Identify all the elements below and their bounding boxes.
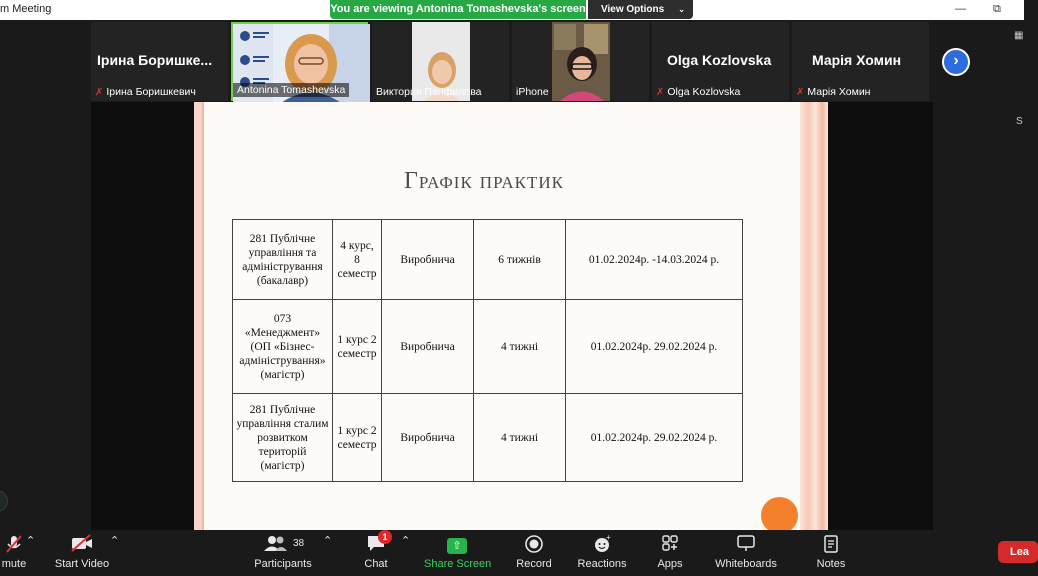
table-row — [233, 394, 743, 482]
view-options-button[interactable] — [588, 0, 693, 19]
type-cell: Виробнича — [382, 300, 474, 394]
practice-schedule-table — [232, 219, 743, 482]
participant-tile[interactable] — [372, 22, 509, 101]
video-off-icon — [52, 534, 112, 556]
participant-label: Марія Хомин — [807, 86, 871, 98]
chat-unread-badge: 1 — [378, 530, 392, 544]
participant-name: Olga Kozlovska — [667, 52, 772, 68]
video-options-caret[interactable]: ⌃ — [110, 535, 120, 547]
apps-button[interactable] — [652, 534, 688, 570]
table-row — [233, 220, 743, 300]
meeting-toolbar — [0, 530, 1024, 576]
participant-tile[interactable] — [652, 22, 789, 101]
share-screen-icon: ⇧ — [447, 538, 467, 554]
mic-muted-icon: ✗ — [796, 87, 805, 98]
share-screen-button[interactable] — [424, 534, 490, 570]
program-cell: 073 «Менеджмент» (ОП «Бізнес-адміністрування» (магістр) — [233, 300, 333, 394]
reactions-label: Reactions — [577, 558, 627, 570]
participants-count: 38 — [293, 538, 305, 549]
apps-icon — [652, 534, 688, 556]
start-video-button[interactable] — [52, 534, 112, 570]
mute-label: mute — [1, 558, 27, 570]
chat-options-caret[interactable]: ⌃ — [401, 535, 411, 547]
mic-muted-icon: ✗ — [95, 87, 104, 98]
svg-text:+: + — [606, 533, 611, 542]
program-cell: 281 Публічне управління та адміністрування (бакалавр) — [233, 220, 333, 300]
notes-icon — [813, 534, 849, 556]
next-page-button[interactable] — [942, 48, 970, 76]
participants-label: Participants — [254, 558, 312, 570]
app-title: m Meeting — [0, 3, 52, 15]
whiteboards-label: Whiteboards — [715, 558, 777, 570]
dates-cell: 01.02.2024р. 29.02.2024 р. — [566, 394, 743, 482]
apps-label: Apps — [657, 558, 683, 570]
course-cell: 1 курс 2 семестр — [333, 394, 382, 482]
type-cell: Виробнича — [382, 394, 474, 482]
whiteboard-icon — [713, 534, 779, 556]
chevron-right-icon: › — [953, 52, 959, 69]
participant-name: Марія Хомин — [812, 52, 902, 68]
dates-cell: 01.02.2024р. -14.03.2024 р. — [566, 220, 743, 300]
table-row — [233, 300, 743, 394]
dates-cell: 01.02.2024р. 29.02.2024 р. — [566, 300, 743, 394]
presentation-slide — [194, 102, 828, 530]
participant-label: Olga Kozlovska — [667, 86, 741, 98]
duration-cell: 4 тижні — [474, 394, 566, 482]
chat-label: Chat — [364, 558, 388, 570]
side-panel-label: S — [1016, 116, 1023, 127]
slide-right-border — [800, 102, 828, 530]
minimize-button[interactable]: — — [955, 3, 966, 15]
duration-cell: 4 тижні — [474, 300, 566, 394]
course-cell: 4 курс, 8 семестр — [333, 220, 382, 300]
participant-name: Ірина Боришке... — [97, 52, 213, 68]
slide-title: Графік практик — [404, 168, 564, 194]
participant-tile-active[interactable] — [231, 22, 368, 101]
duration-cell: 6 тижнів — [474, 220, 566, 300]
participants-options-caret[interactable]: ⌃ — [323, 535, 333, 547]
participant-label: Ірина Боришкевич — [106, 86, 196, 98]
title-bar — [0, 0, 1024, 20]
leave-button[interactable]: Lea — [998, 541, 1038, 563]
share-screen-icon-wrap — [424, 534, 490, 556]
grid-icon[interactable]: ▦ — [1014, 30, 1024, 41]
participants-button[interactable] — [252, 534, 314, 570]
chevron-down-icon: ⌄ — [678, 5, 685, 14]
notes-label: Notes — [816, 558, 846, 570]
participant-label: Виктория Панфилова — [376, 86, 482, 98]
course-cell: 1 курс 2 семестр — [333, 300, 382, 394]
whiteboards-button[interactable] — [713, 534, 779, 570]
slide-left-border — [194, 102, 204, 530]
record-label: Record — [516, 558, 552, 570]
record-button[interactable] — [514, 534, 554, 570]
notes-button[interactable] — [813, 534, 849, 570]
view-options-label: View Options — [601, 4, 665, 15]
reactions-icon — [576, 534, 628, 556]
mic-muted-icon: ✗ — [656, 87, 665, 98]
participant-label: iPhone — [516, 86, 549, 98]
screen-share-banner: You are viewing Antonina Tomashevska's screen — [330, 0, 586, 19]
record-icon — [514, 534, 554, 556]
participant-tile[interactable] — [792, 22, 929, 101]
reactions-button[interactable] — [576, 534, 628, 570]
restore-button[interactable]: ⧉ — [993, 3, 1001, 15]
participant-tile[interactable] — [91, 22, 228, 101]
participant-tile[interactable] — [512, 22, 649, 101]
participant-label: Antonina Tomashevska — [237, 84, 346, 96]
participants-icon — [252, 534, 314, 556]
program-cell: 281 Публічне управління сталим розвитком територій (магістр) — [233, 394, 333, 482]
share-screen-label: Share Screen — [424, 558, 492, 570]
slide-decoration-circle — [761, 497, 798, 534]
type-cell: Виробнича — [382, 220, 474, 300]
mute-options-caret[interactable]: ⌃ — [26, 535, 36, 547]
start-video-label: Start Video — [54, 558, 110, 570]
